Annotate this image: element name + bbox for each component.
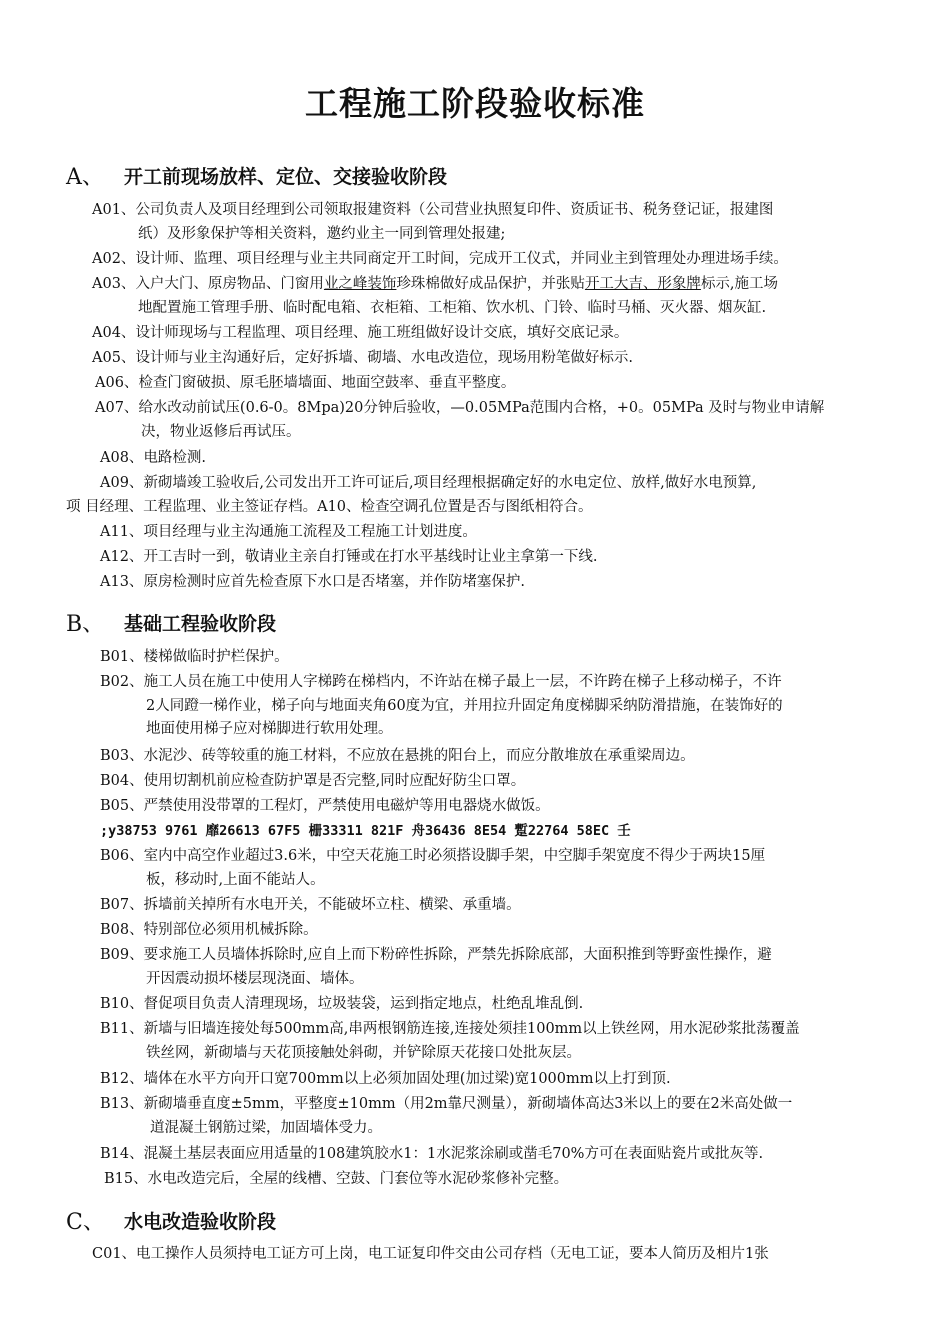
item-code: B08、 (100, 922, 144, 938)
item-text: 原房检测时应首先检查原下水口是否堵塞，并作防堵塞保护. (143, 574, 526, 590)
item-code: A03、 (92, 276, 136, 292)
item-b06 (100, 845, 884, 892)
item-a05 (92, 347, 884, 371)
item-text: 室内中高空作业超过3.6米，中空天花施工时必须搭设脚手架，中空脚手架宽度不得少于两块15厘 (143, 848, 766, 864)
item-code: B14、 (100, 1146, 144, 1162)
item-b04 (100, 770, 884, 794)
item-b07 (100, 894, 884, 918)
item-text: 混凝土基层表面应用适量的108建筑胶水1：1水泥浆涂刷或凿毛70%方可在表面贴瓷片或批灰等. (143, 1146, 764, 1162)
item-code: A06、 (95, 375, 139, 391)
item-code: B15、 (104, 1171, 148, 1187)
item-code: B06、 (100, 848, 144, 864)
item-text: 楼梯做临时护栏保护。 (143, 649, 289, 665)
item-code: A12、 (100, 549, 144, 565)
item-code: B01、 (100, 649, 144, 665)
item-text: 电路检测. (143, 450, 207, 466)
item-text: 检查门窗破损、原毛胚墙墙面、地面空鼓率、垂直平整度。 (138, 375, 516, 391)
item-code: A04、 (92, 325, 136, 341)
item-a07 (95, 397, 884, 444)
item-a09 (100, 472, 884, 496)
item-code: B13、 (100, 1096, 144, 1112)
item-code: B05、 (100, 798, 144, 814)
item-text: 拆墙前关掉所有水电开关，不能破坏立柱、横梁、承重墙。 (143, 897, 521, 913)
item-text: 标示,施工场 (700, 276, 779, 292)
section-a-letter: A、 (66, 164, 104, 190)
garbled-code-line: ;y38753 9761 靡26613 67F5 栅33311 821F 舟36436 8E54 蹔22764 58EC 壬 (100, 823, 631, 839)
item-code: B12、 (100, 1071, 144, 1087)
item-code: A02、 (92, 251, 136, 267)
item-a13 (100, 571, 884, 595)
item-text-cont: 决，物业返修后再试压。 (141, 423, 301, 440)
brand-name: 业之峰装饰 (323, 276, 397, 292)
document-title: 工程施工阶段验收标准 (305, 84, 645, 123)
item-b02 (100, 671, 884, 742)
item-code: B03、 (100, 748, 144, 764)
item-text: 设计师与业主沟通好后，定好拆墙、砌墙、水电改造位，现场用粉笔做好标示. (135, 350, 634, 366)
item-code: A07、 (95, 400, 139, 416)
item-a02 (92, 248, 884, 272)
item-b03 (100, 745, 884, 769)
item-text: 珍珠棉做好成品保护，并张贴 (396, 276, 585, 292)
item-b13 (100, 1093, 884, 1140)
item-text: 督促项目负责人清理现场，垃圾装袋，运到指定地点，杜绝乱堆乱倒. (143, 996, 584, 1012)
item-text: 要求施工人员墙体拆除时,应自上而下粉碎性拆除，严禁先拆除底部，大面积推到等野蛮性操作，避 (143, 947, 772, 963)
item-text: 使用切割机前应检查防护罩是否完整,同时应配好防尘口罩。 (143, 773, 526, 789)
item-text: 给水改动前试压(0.6-0。8Mpa)20分钟后验收，—0.05MPa范围内合格，+0。05MPa 及时与物业申请解 (138, 400, 825, 416)
item-b14 (100, 1143, 884, 1167)
item-text-cont: 地配置施工管理手册、临时配电箱、衣柜箱、工柜箱、饮水机、门铃、临时马桶、灭火器、烟灰缸. (138, 299, 767, 316)
item-c01 (92, 1243, 884, 1267)
item-text-cont: 板，移动时,上面不能站人。 (146, 871, 325, 888)
item-text: 设计师、监理、项目经理与业主共同商定开工时间，完成开工仪式，并同业主到管理处办理进场手续。 (135, 251, 788, 267)
item-text-cont: 项 目经理、工程监理、业主签证存档。A10、检查空调孔位置是否与图纸相符合。 (66, 499, 593, 515)
item-text: 新砌墙竣工验收后,公司发出开工许可证后,项目经理根据确定好的水电定位、放样,做好水电预算, (143, 475, 757, 491)
sign-name: 开工大吉、形象牌 (584, 276, 701, 292)
item-text-cont: 铁丝网，新砌墙与天花顶接触处斜砌，并铲除原天花接口处批灰层。 (146, 1044, 581, 1061)
item-text-cont: 道混凝土钢筋过梁，加固墙体受力。 (150, 1119, 382, 1136)
item-code: B09、 (100, 947, 144, 963)
item-a04 (92, 322, 884, 346)
item-text: 电工操作人员须持电工证方可上岗，电工证复印件交由公司存档（无电工证，要本人简历及相片1张 (136, 1246, 769, 1262)
item-b01 (100, 646, 884, 670)
item-text: 墙体在水平方向开口宽700mm以上必须加固处理(加过梁)宽1000mm以上打到顶. (143, 1071, 671, 1087)
item-a09-cont (66, 496, 884, 520)
item-text-cont: 地面使用梯子应对梯脚进行软用处理。 (146, 721, 393, 737)
item-text: 新砌墙垂直度±5mm，平整度±10mm（用2m靠尺测量），新砌墙体高达3米以上的要在2米高处做一 (143, 1096, 793, 1112)
item-text: 严禁使用没带罩的工程灯，严禁使用电磁炉等用电器烧水做饭。 (143, 798, 550, 814)
section-b-title: 基础工程验收阶段 (124, 612, 277, 635)
item-b15 (104, 1168, 884, 1192)
item-text: 设计师现场与工程监理、项目经理、施工班组做好设计交底，填好交底记录。 (135, 325, 629, 341)
item-text: 特别部位必须用机械拆除。 (143, 922, 318, 938)
item-a01 (92, 199, 884, 246)
item-text: 水泥沙、砖等较重的施工材料，不应放在悬挑的阳台上，而应分散堆放在承重梁周边。 (143, 748, 695, 764)
item-b12 (100, 1068, 884, 1092)
item-code: A09、 (100, 475, 144, 491)
section-c-title: 水电改造验收阶段 (124, 1210, 277, 1233)
item-text: 项目经理与业主沟通施工流程及工程施工计划进度。 (143, 524, 477, 540)
item-text: 开工吉时一到，敬请业主亲自打锤或在打水平基线时让业主拿第一下线. (143, 549, 598, 565)
item-text-cont: 2人同蹬一梯作业，梯子向与地面夹角60度为宜，并用拉升固定角度梯脚采纳防滑措施，在装饰好的 (146, 697, 783, 714)
item-code: A05、 (92, 350, 136, 366)
item-b09 (100, 944, 884, 991)
section-b-heading (66, 606, 276, 638)
section-c-letter: C、 (66, 1209, 105, 1235)
item-a12 (100, 546, 884, 570)
item-code: A11、 (100, 524, 144, 540)
item-b05 (100, 795, 884, 819)
item-text-cont: 纸）及形象保护等相关资料，邀约业主一同到管理处报建; (138, 225, 506, 242)
section-a-title: 开工前现场放样、定位、交接验收阶段 (124, 165, 448, 188)
item-b11 (100, 1018, 884, 1065)
item-a08 (100, 447, 884, 471)
item-a06 (95, 372, 884, 396)
item-code: B11、 (100, 1021, 144, 1037)
item-text: 施工人员在施工中使用人字梯跨在梯档内，不许站在梯子最上一层，不许跨在梯子上移动梯子，不许 (143, 674, 782, 690)
item-text-cont: 开因震动损坏楼层现浇面、墙体。 (146, 970, 364, 987)
item-a03 (92, 273, 884, 320)
item-code: A08、 (100, 450, 144, 466)
item-code: C01、 (92, 1246, 137, 1262)
item-text: 公司负责人及项目经理到公司领取报建资料（公司营业执照复印件、资质证书、税务登记证，报建图 (135, 202, 774, 218)
item-text: 新墙与旧墙连接处每500mm高,串两根钢筋连接,连接处须挂100mm以上铁丝网，用水泥砂浆批荡覆盖 (143, 1021, 800, 1037)
section-a-heading (66, 159, 447, 191)
item-code: B10、 (100, 996, 144, 1012)
item-code: A01、 (92, 202, 136, 218)
item-a11 (100, 521, 884, 545)
section-b-letter: B、 (66, 611, 105, 637)
item-b08 (100, 919, 884, 943)
item-text: 入户大门、原房物品、门窗用 (135, 276, 324, 292)
item-b10 (100, 993, 884, 1017)
item-code: A13、 (100, 574, 144, 590)
item-text: 水电改造完后，全屋的线槽、空鼓、门套位等水泥砂浆修补完整。 (147, 1171, 569, 1187)
item-code: B02、 (100, 674, 144, 690)
item-code: B07、 (100, 897, 144, 913)
section-c-heading (66, 1204, 276, 1236)
item-code: B04、 (100, 773, 144, 789)
